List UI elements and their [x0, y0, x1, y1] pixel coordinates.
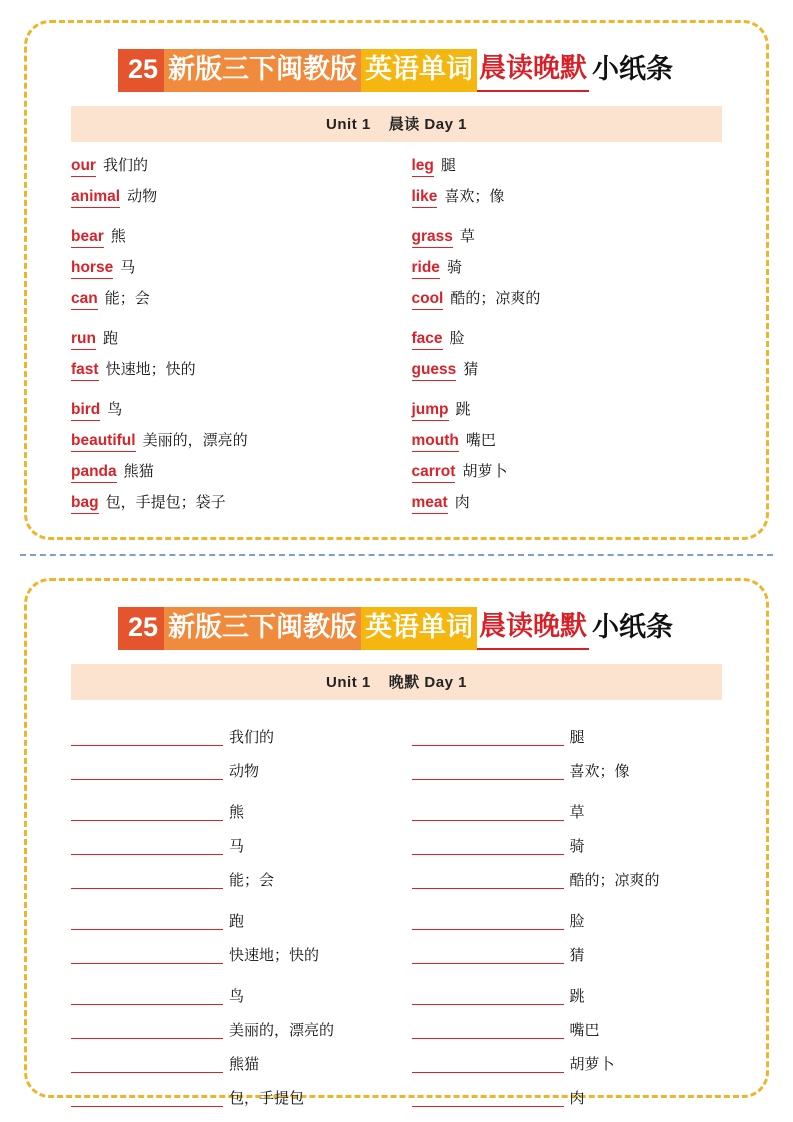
prompt-cn: 熊猫 [229, 1056, 260, 1073]
word-en: guess [412, 361, 457, 381]
prompt-cn: 跑 [229, 913, 245, 930]
dictation-row [412, 1039, 735, 1073]
dictation-row [412, 930, 735, 964]
dictation-columns [49, 712, 744, 1107]
word-en: horse [71, 259, 113, 279]
row-spacer [412, 889, 735, 896]
answer-blank[interactable] [412, 912, 564, 930]
answer-blank[interactable] [71, 871, 223, 889]
word-en: can [71, 290, 98, 310]
word-en: run [71, 330, 96, 350]
word-row [412, 256, 735, 287]
unit-bar-dictation [71, 664, 722, 700]
title-year: 25 [118, 607, 164, 650]
dictation-row [71, 930, 394, 964]
answer-blank[interactable] [71, 837, 223, 855]
word-row [71, 287, 394, 318]
prompt-cn: 肉 [569, 1090, 585, 1107]
dictation-row [412, 855, 735, 889]
answer-blank[interactable] [71, 946, 223, 964]
title-year: 25 [118, 49, 164, 92]
prompt-cn: 鸟 [229, 988, 245, 1005]
answer-blank[interactable] [71, 803, 223, 821]
answer-blank[interactable] [412, 837, 564, 855]
word-en: face [412, 330, 443, 350]
evening-dictation-card [24, 578, 769, 1107]
answer-blank[interactable] [412, 946, 564, 964]
dictation-row [71, 712, 394, 746]
row-spacer [71, 216, 394, 225]
row-spacer [412, 389, 735, 398]
word-cn: 胡萝卜 [462, 463, 508, 480]
prompt-cn: 喜欢；像 [569, 763, 630, 780]
day-label-reading: Day 1 [424, 116, 467, 133]
dictation-left-column [71, 712, 394, 1107]
answer-blank[interactable] [71, 1055, 223, 1073]
answer-blank[interactable] [71, 912, 223, 930]
word-row [71, 460, 394, 491]
dictation-row [412, 712, 735, 746]
word-cn: 快速地；快的 [105, 361, 196, 378]
dictation-right-column [412, 712, 735, 1107]
word-row [71, 491, 394, 522]
word-cn: 动物 [127, 188, 158, 205]
word-row [71, 185, 394, 216]
dictation-row [71, 787, 394, 821]
row-spacer [412, 780, 735, 787]
word-cn: 我们的 [102, 157, 148, 174]
title-highlight: 晨读晚默 [477, 607, 589, 650]
word-en: bag [71, 494, 99, 514]
word-row [412, 154, 735, 185]
prompt-cn: 腿 [569, 729, 585, 746]
answer-blank[interactable] [412, 728, 564, 746]
prompt-cn: 能；会 [229, 872, 275, 889]
dictation-row [71, 855, 394, 889]
prompt-cn: 胡萝卜 [569, 1056, 615, 1073]
title-version: 新版三下闽教版 [164, 607, 361, 650]
word-row [71, 327, 394, 358]
word-cn: 酷的；凉爽的 [450, 290, 541, 307]
word-row [412, 460, 735, 491]
word-cn: 跑 [102, 330, 118, 347]
answer-blank[interactable] [412, 987, 564, 1005]
reading-right-column [412, 154, 735, 522]
word-en: grass [412, 228, 453, 248]
dictation-row [71, 1073, 394, 1107]
word-en: ride [412, 259, 440, 279]
word-cn: 嘴巴 [465, 432, 496, 449]
answer-blank[interactable] [412, 1089, 564, 1107]
answer-blank[interactable] [71, 728, 223, 746]
dictation-row [71, 746, 394, 780]
dictation-row [412, 1073, 735, 1107]
title-version: 新版三下闽教版 [164, 49, 361, 92]
word-en: our [71, 157, 96, 177]
row-spacer [71, 780, 394, 787]
dictation-row [71, 1039, 394, 1073]
reading-left-column [71, 154, 394, 522]
answer-blank[interactable] [71, 987, 223, 1005]
word-en: beautiful [71, 432, 136, 452]
word-row [412, 398, 735, 429]
dictation-row [71, 1005, 394, 1039]
word-row [71, 398, 394, 429]
mode-label-dictation: 晚默 [388, 674, 420, 691]
reading-columns [49, 154, 744, 522]
answer-blank[interactable] [412, 1021, 564, 1039]
row-spacer [412, 318, 735, 327]
word-cn: 腿 [440, 157, 456, 174]
unit-bar-reading [71, 106, 722, 142]
answer-blank[interactable] [71, 762, 223, 780]
word-row [412, 225, 735, 256]
answer-blank[interactable] [412, 1055, 564, 1073]
prompt-cn: 嘴巴 [569, 1022, 600, 1039]
dictation-row [71, 971, 394, 1005]
mode-label-reading: 晨读 [388, 116, 420, 133]
answer-blank[interactable] [412, 871, 564, 889]
prompt-cn: 熊 [229, 804, 245, 821]
word-cn: 能；会 [104, 290, 150, 307]
title-tail: 小纸条 [589, 49, 675, 92]
prompt-cn: 草 [569, 804, 585, 821]
title-highlight: 晨读晚默 [477, 49, 589, 92]
word-en: like [412, 188, 438, 208]
dictation-row [412, 896, 735, 930]
word-cn: 马 [120, 259, 136, 276]
page-divider [20, 554, 773, 556]
word-cn: 美丽的，漂亮的 [142, 432, 248, 449]
word-cn: 脸 [449, 330, 465, 347]
answer-blank[interactable] [71, 1021, 223, 1039]
word-row [71, 256, 394, 287]
word-row [412, 491, 735, 522]
word-en: leg [412, 157, 434, 177]
dictation-row [412, 971, 735, 1005]
word-row [71, 358, 394, 389]
prompt-cn: 酷的；凉爽的 [569, 872, 660, 889]
prompt-cn: 马 [229, 838, 245, 855]
word-cn: 肉 [454, 494, 470, 511]
row-spacer [412, 964, 735, 971]
dictation-row [71, 821, 394, 855]
row-spacer [71, 964, 394, 971]
title-words: 英语单词 [361, 49, 477, 92]
word-cn: 鸟 [107, 401, 123, 418]
title-tail: 小纸条 [589, 607, 675, 650]
row-spacer [71, 318, 394, 327]
unit-label-dictation: Unit 1 [326, 674, 371, 691]
row-spacer [71, 389, 394, 398]
word-cn: 熊猫 [123, 463, 154, 480]
word-cn: 草 [459, 228, 475, 245]
page-title [49, 49, 744, 92]
prompt-cn: 包，手提包 [229, 1090, 305, 1107]
word-en: mouth [412, 432, 459, 452]
prompt-cn: 动物 [229, 763, 260, 780]
row-spacer [71, 889, 394, 896]
answer-blank[interactable] [71, 1089, 223, 1107]
word-en: bird [71, 401, 100, 421]
prompt-cn: 快速地；快的 [229, 947, 320, 964]
word-cn: 跳 [455, 401, 471, 418]
word-cn: 猜 [463, 361, 479, 378]
page-title-2 [49, 607, 744, 650]
word-cn: 熊 [110, 228, 126, 245]
prompt-cn: 骑 [569, 838, 585, 855]
word-row [412, 287, 735, 318]
dictation-row [412, 787, 735, 821]
word-en: cool [412, 290, 444, 310]
word-row [412, 429, 735, 460]
row-spacer [412, 216, 735, 225]
word-row [412, 185, 735, 216]
dictation-row [412, 746, 735, 780]
word-row [71, 225, 394, 256]
word-row [412, 327, 735, 358]
dictation-row [412, 1005, 735, 1039]
word-row [71, 429, 394, 460]
title-words: 英语单词 [361, 607, 477, 650]
word-en: jump [412, 401, 449, 421]
prompt-cn: 猜 [569, 947, 585, 964]
answer-blank[interactable] [412, 803, 564, 821]
word-cn: 喜欢；像 [444, 188, 505, 205]
word-en: animal [71, 188, 120, 208]
unit-label-reading: Unit 1 [326, 116, 371, 133]
prompt-cn: 脸 [569, 913, 585, 930]
word-cn: 骑 [446, 259, 462, 276]
word-en: carrot [412, 463, 456, 483]
prompt-cn: 跳 [569, 988, 585, 1005]
word-row [71, 154, 394, 185]
prompt-cn: 我们的 [229, 729, 275, 746]
dictation-row [412, 821, 735, 855]
answer-blank[interactable] [412, 762, 564, 780]
morning-reading-card [24, 20, 769, 540]
word-en: fast [71, 361, 99, 381]
day-label-dictation: Day 1 [424, 674, 467, 691]
prompt-cn: 美丽的，漂亮的 [229, 1022, 335, 1039]
dictation-row [71, 896, 394, 930]
word-cn: 包，手提包；袋子 [105, 494, 226, 511]
word-en: meat [412, 494, 448, 514]
word-en: bear [71, 228, 104, 248]
word-en: panda [71, 463, 117, 483]
word-row [412, 358, 735, 389]
